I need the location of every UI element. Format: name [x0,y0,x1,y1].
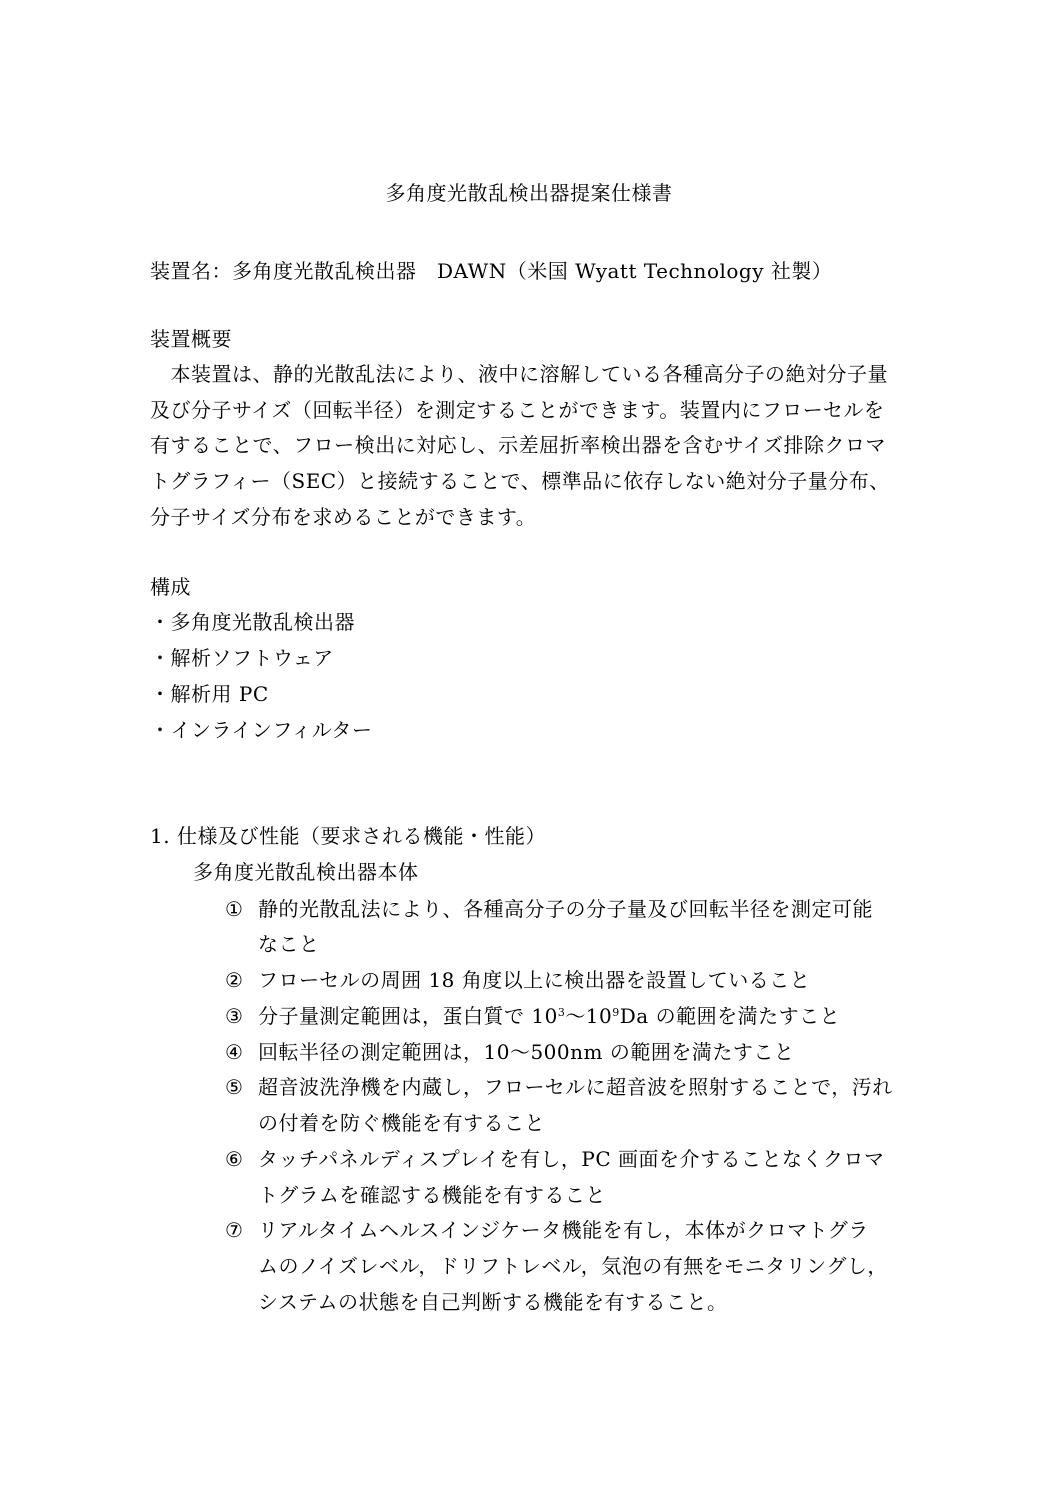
spec-item-text: フローセルの周囲 18 角度以上に検出器を設置していること [258,968,811,992]
spec-item-number: ① [225,897,244,921]
spec-item-text [258,1002,840,1030]
overview-line: 有することで、フロー検出に対応し、示差屈折率検出器を含むサイズ排除クロマ [150,433,886,457]
spec-item-text: の付着を防ぐ機能を有すること [258,1111,545,1135]
overview-line: 及び分子サイズ（回転半径）を測定することができます。装置内にフローセルを [150,398,885,422]
spec-item-text: なこと [258,932,320,956]
document-title: 多角度光散乱検出器提案仕様書 [385,181,673,205]
range-text-after: Da の範囲を満たすこと [619,1004,841,1028]
spec-item-text: システムの状態を自己判断する機能を有すること。 [258,1290,728,1314]
spec-item-number: ⑦ [225,1218,244,1242]
exponent-max: 9 [612,1006,620,1019]
overview-line: 分子サイズ分布を求めることができます。 [150,505,537,529]
composition-heading: 構成 [150,575,191,599]
exponent-min: 3 [557,1006,566,1019]
composition-item: ・解析用 PC [150,682,269,706]
spec-item-text: 静的光散乱法により、各種高分子の分子量及び回転半径を測定可能 [258,897,873,921]
spec-item-number: ⑤ [225,1075,244,1099]
composition-item: ・多角度光散乱検出器 [150,610,355,634]
spec-item-text: 超音波洗浄機を内蔵し，フローセルに超音波を照射することで，汚れ [258,1075,893,1099]
spec-subheading: 多角度光散乱検出器本体 [193,860,419,884]
device-name: 装置名：多角度光散乱検出器 DAWN（米国 Wyatt Technology 社製） [150,259,833,283]
overview-heading: 装置概要 [150,327,232,351]
range-text-before: 分子量測定範囲は，蛋白質で 10 [258,1004,558,1028]
composition-item: ・インラインフィルター [150,718,373,742]
range-text-mid: 〜10 [565,1004,613,1028]
overview-line: トグラフィー（SEC）と接続することで、標準品に依存しない絶対分子量分布、 [150,469,890,493]
spec-item-number: ③ [225,1004,244,1028]
spec-item-text: リアルタイムヘルスインジケータ機能を有し，本体がクロマトグラ [258,1218,869,1242]
spec-item-text: 回転半径の測定範囲は，10〜500nm の範囲を満たすこと [258,1040,795,1064]
spec-item-number: ④ [225,1040,244,1064]
overview-line: 本装置は、静的光散乱法により、液中に溶解している各種高分子の絶対分子量 [150,362,888,386]
composition-item: ・解析ソフトウェア [150,646,334,670]
spec-item-number: ② [225,968,244,992]
spec-item-text: タッチパネルディスプレイを有し，PC 画面を介することなくクロマ [258,1147,885,1171]
spec-item-number: ⑥ [225,1147,244,1171]
spec-item-text: ムのノイズレベル，ドリフトレベル，気泡の有無をモニタリングし， [258,1254,888,1278]
spec-item-text: トグラムを確認する機能を有すること [258,1183,606,1207]
spec-heading: 1. 仕様及び性能（要求される機能・性能） [150,824,546,848]
